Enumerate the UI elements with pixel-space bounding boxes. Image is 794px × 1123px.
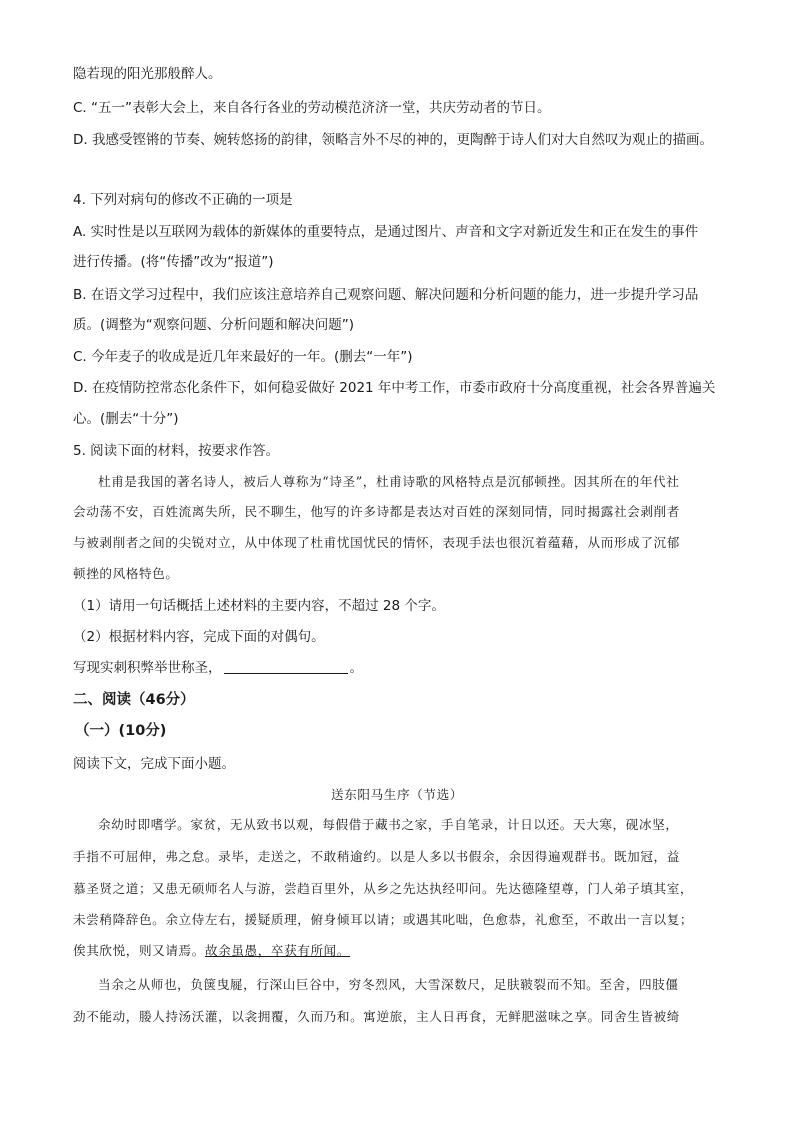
passage-line-3: 慕圣贤之道；又患无硕师名人与游，尝趋百里外，从乡之先达执经叩问。先达德隆望尊，门人弟子填其室， xyxy=(73,881,694,896)
material-line-1: 杜甫是我国的著名诗人，被后人尊称为“诗圣”，杜甫诗歌的风格特点是沉郁顿挫。因其所在的年代社 xyxy=(98,474,680,489)
q5-sub-1: （1）请用一句话概括上述材料的主要内容，不超过 28 个字。 xyxy=(73,598,445,614)
q4-option-a-line2: 进行传播。(将“传播”改为“报道”) xyxy=(73,254,274,270)
q4-option-d-line1: D. 在疫情防控常态化条件下，如何稳妥做好 2021 年中考工作，市委市政府十分高度重视，社会各界普遍关 xyxy=(73,380,716,396)
passage-title: 送东阳马生序（节选） xyxy=(331,787,463,802)
q4-option-b-line2: 质。(调整为“观察问题、分析问题和解决问题”) xyxy=(73,317,355,333)
q4-option-b-line1: B. 在语文学习过程中，我们应该注意培养自己观察问题、解决问题和分析问题的能力，进一步提升学习品 xyxy=(73,287,699,303)
option-c: C. “五一”表彰大会上，来自各行各业的劳动模范济济一堂，共庆劳动者的节日。 xyxy=(73,100,551,116)
material-line-4: 顿挫的风格特色。 xyxy=(73,566,179,581)
question-5: 5. 阅读下面的材料，按要求作答。 xyxy=(73,443,280,459)
passage-line-2: 手指不可屈伸，弗之怠。录毕，走送之，不敢稍逾约。以是人多以书假余，余因得遍观群书。既加冠，益 xyxy=(73,849,680,864)
passage-line-1: 余幼时即嗜学。家贫，无从致书以观，每假借于藏书之家，手自笔录，计日以还。天大寒，砚冰坚， xyxy=(98,817,679,832)
q4-option-d-line2: 心。(删去“十分”) xyxy=(73,411,179,427)
passage-line-5-text: 俟其欣悦，则又请焉。 xyxy=(73,943,205,958)
question-4: 4. 下列对病句的修改不正确的一项是 xyxy=(73,192,293,208)
subsection-heading: （一）(10分) xyxy=(75,723,167,739)
option-d: D. 我感受铿锵的节奏、婉转悠扬的韵律，领略言外不尽的神的，更陶醉于诗人们对大自然叹为观止的描画。 xyxy=(73,132,713,148)
reading-instruction: 阅读下文，完成下面小题。 xyxy=(73,756,235,772)
material-line-3: 与被剥削者之间的尖锐对立，从中体现了杜甫忧国忧民的情怀，表现手法也很沉着蕴藉，从而形成了沉郁 xyxy=(73,535,680,550)
passage-line-4: 未尝稍降辞色。余立侍左右，援疑质理，俯身倾耳以请；或遇其叱咄，色愈恭，礼愈至，不敢出一言以复； xyxy=(73,912,694,927)
material-line-2: 会动荡不安，百姓流离失所，民不聊生，他写的许多诗都是表达对百姓的深刻同情，同时揭露社会剥削者 xyxy=(73,504,680,519)
couplet-end-mark: 。 xyxy=(349,660,363,676)
section-heading: 二、阅读（46分） xyxy=(73,692,195,708)
q4-option-c: C. 今年麦子的收成是近几年来最好的一年。(删去“一年”) xyxy=(73,349,413,365)
q4-option-a-line1: A. 实时性是以互联网为载体的新媒体的重要特点，是通过图片、声音和文字对新近发生和正在发生的事件 xyxy=(73,224,699,240)
answer-blank[interactable] xyxy=(224,659,348,674)
underlined-sentence: 故余虽愚，卒获有所闻。 xyxy=(204,943,351,958)
couplet-first-half: 写现实刺积弊举世称圣， xyxy=(73,660,222,676)
q5-couplet xyxy=(73,658,733,678)
passage-line-6: 当余之从师也，负箧曳屣，行深山巨谷中，穷冬烈风，大雪深数尺，足肤皲裂而不知。至舍，四肢僵 xyxy=(98,977,679,992)
passage-line-7: 劲不能动，媵人持汤沃灌，以衾拥覆，久而乃和。寓逆旅，主人日再食，无鲜肥滋味之享。同舍生皆被绮 xyxy=(73,1009,680,1024)
q5-sub-2: （2）根据材料内容，完成下面的对偶句。 xyxy=(73,629,325,645)
option-b-continuation: 隐若现的阳光那般醉人。 xyxy=(73,66,222,82)
passage-line-5 xyxy=(73,941,733,961)
